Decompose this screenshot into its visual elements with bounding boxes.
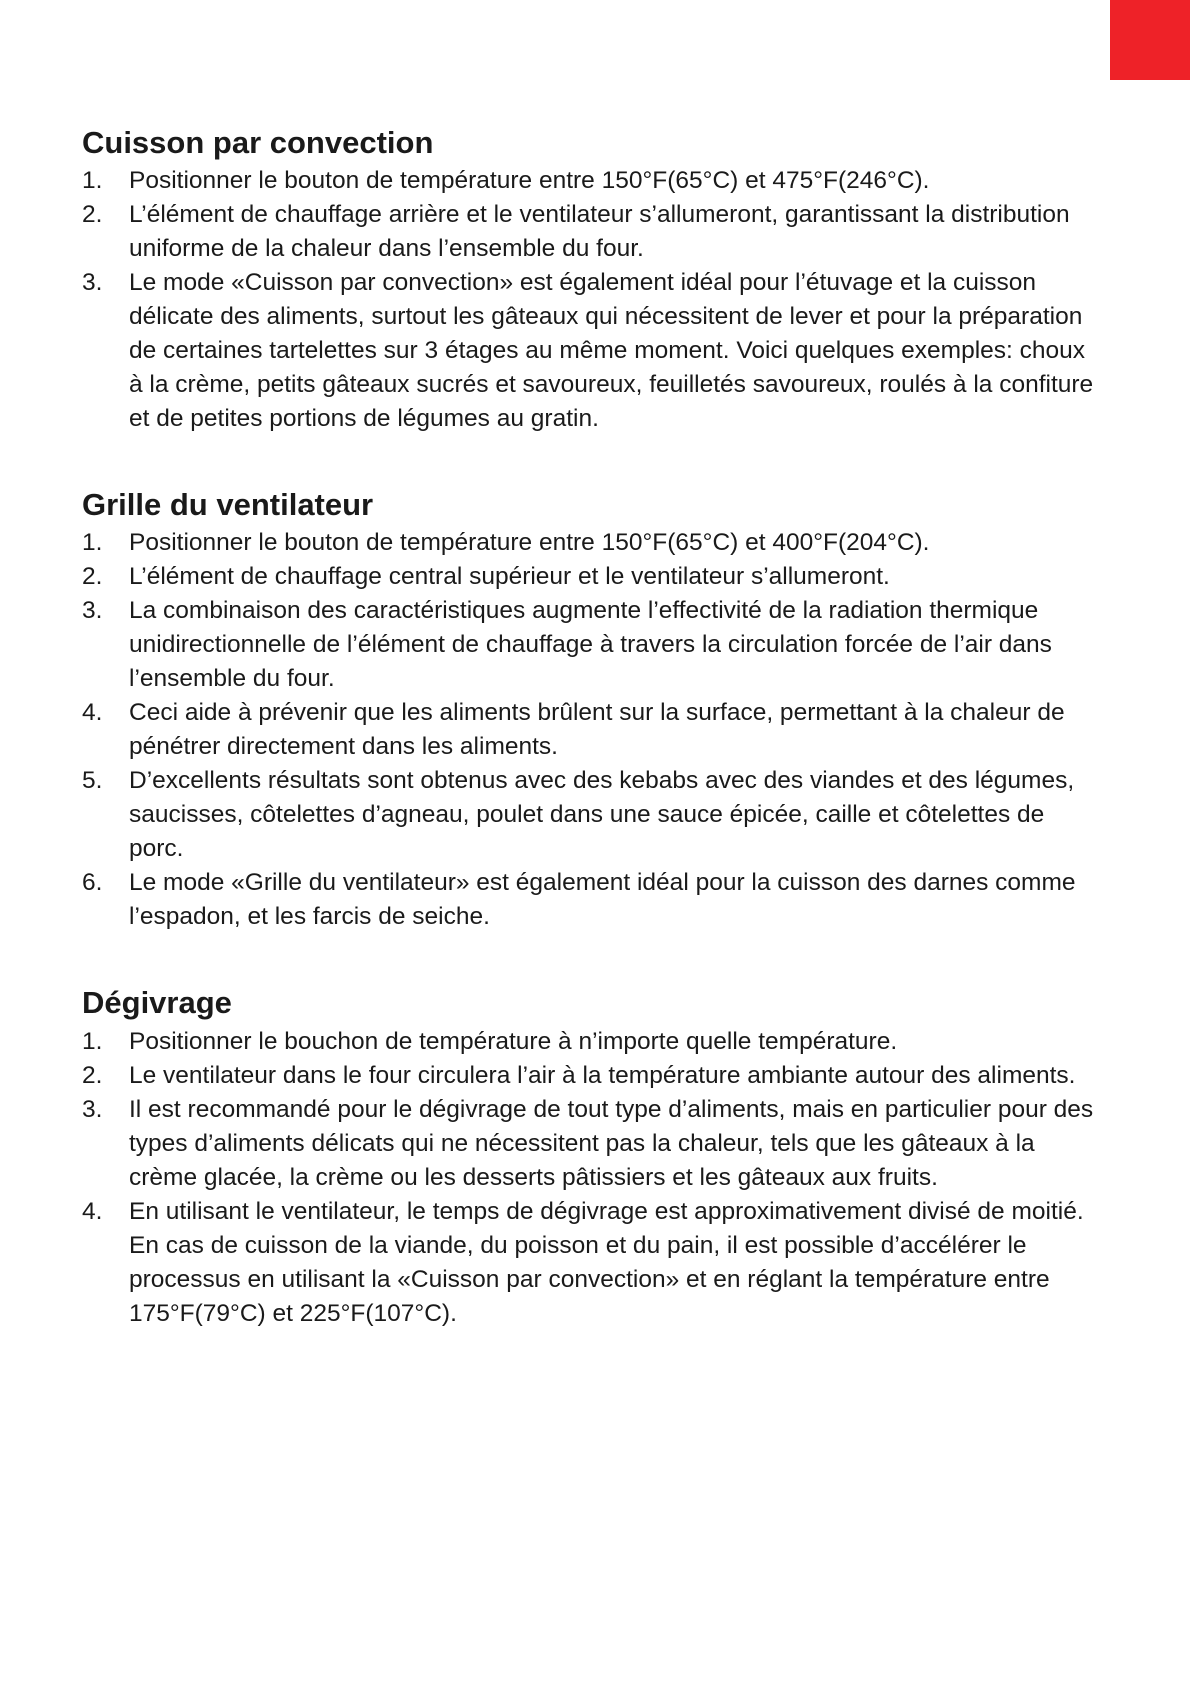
list-item	[82, 1025, 1102, 1059]
list-item	[82, 764, 1102, 866]
page-content	[82, 124, 1102, 1381]
item-text: L’élément de chauffage arrière et le ventilateur s’allumeront, garantissant la distribution uniforme de la chaleur dans l’ensemble du four.	[129, 201, 1070, 263]
item-text: En utilisant le ventilateur, le temps de dégivrage est approximativement divisé de moitié. En cas de cuisson de la viande, du poisson et du pain, il est possible d’accélérer le processus en utilisant la «Cuisson par convection» et en réglant la température entre 175°F(79°C) et 225°F(107°C).	[129, 1197, 1084, 1327]
item-number: 5.	[82, 767, 103, 795]
list-item	[82, 526, 1102, 560]
item-number: 2.	[82, 563, 103, 591]
item-number: 4.	[82, 699, 103, 727]
item-number: 1.	[82, 529, 103, 557]
item-text: D’excellents résultats sont obtenus avec des kebabs avec des viandes et des légumes, saucisses, côtelettes d’agneau, poulet dans une sauce épicée, caille et côtelettes de porc.	[129, 767, 1075, 863]
red-corner-tab	[1110, 0, 1190, 80]
item-text: La combinaison des caractéristiques augmente l’effectivité de la radiation thermique unidirectionnelle de l’élément de chauffage à travers la circulation forcée de l’air dans l’ensemble du four.	[129, 597, 1052, 693]
item-text: Positionner le bouchon de température à n’importe quelle température.	[129, 1027, 898, 1055]
section-grille-du-ventilateur	[82, 486, 1102, 934]
item-number: 2.	[82, 201, 103, 229]
list-item	[82, 198, 1102, 266]
section-title: Cuisson par convection	[82, 125, 434, 160]
item-text: Le mode «Cuisson par convection» est également idéal pour l’étuvage et la cuisson délicate des aliments, surtout les gâteaux qui nécessitent de lever et pour la préparation de certaines tartelettes sur 3 étages au même moment. Voici quelques exemples: choux à la crème, petits gâteaux sucrés et savoureux, feuilletés savoureux, roulés à la confiture et de petites portions de légumes au gratin.	[129, 269, 1094, 433]
item-text: Ceci aide à prévenir que les aliments brûlent sur la surface, permettant à la chaleur de pénétrer directement dans les aliments.	[129, 699, 1065, 761]
list-item	[82, 266, 1102, 436]
section-title: Dégivrage	[82, 985, 232, 1021]
item-number: 4.	[82, 1197, 103, 1225]
item-number: 3.	[82, 597, 103, 625]
instruction-list	[82, 164, 1102, 436]
item-number: 1.	[82, 167, 103, 195]
section-degivrage	[82, 984, 1102, 1330]
item-number: 2.	[82, 1061, 103, 1089]
item-number: 6.	[82, 869, 103, 897]
list-item	[82, 866, 1102, 934]
instruction-list	[82, 526, 1102, 934]
section-title: Grille du ventilateur	[82, 487, 374, 523]
item-number: 1.	[82, 1027, 103, 1055]
list-item	[82, 594, 1102, 696]
list-item	[82, 560, 1102, 594]
item-text: Il est recommandé pour le dégivrage de tout type d’aliments, mais en particulier pour des types d’aliments délicats qui ne nécessitent pas la chaleur, tels que les gâteaux à la crème glacée, la crème ou les desserts pâtissiers et les gâteaux aux fruits.	[129, 1095, 1094, 1191]
list-item	[82, 1093, 1102, 1195]
section-cuisson-par-convection	[82, 124, 1102, 436]
list-item	[82, 164, 1102, 198]
item-text: Positionner le bouton de température entre 150°F(65°C) et 400°F(204°C).	[129, 529, 930, 557]
item-text: Positionner le bouton de température entre 150°F(65°C) et 475°F(246°C).	[129, 167, 930, 195]
item-number: 3.	[82, 269, 103, 297]
list-item	[82, 1059, 1102, 1093]
item-text: Le mode «Grille du ventilateur» est également idéal pour la cuisson des darnes comme l’espadon, et les farcis de seiche.	[129, 869, 1076, 931]
list-item	[82, 696, 1102, 764]
item-text: L’élément de chauffage central supérieur et le ventilateur s’allumeront.	[129, 563, 890, 591]
item-number: 3.	[82, 1095, 103, 1123]
item-text: Le ventilateur dans le four circulera l’air à la température ambiante autour des aliments.	[129, 1061, 1076, 1089]
list-item	[82, 1195, 1102, 1331]
instruction-list	[82, 1025, 1102, 1331]
